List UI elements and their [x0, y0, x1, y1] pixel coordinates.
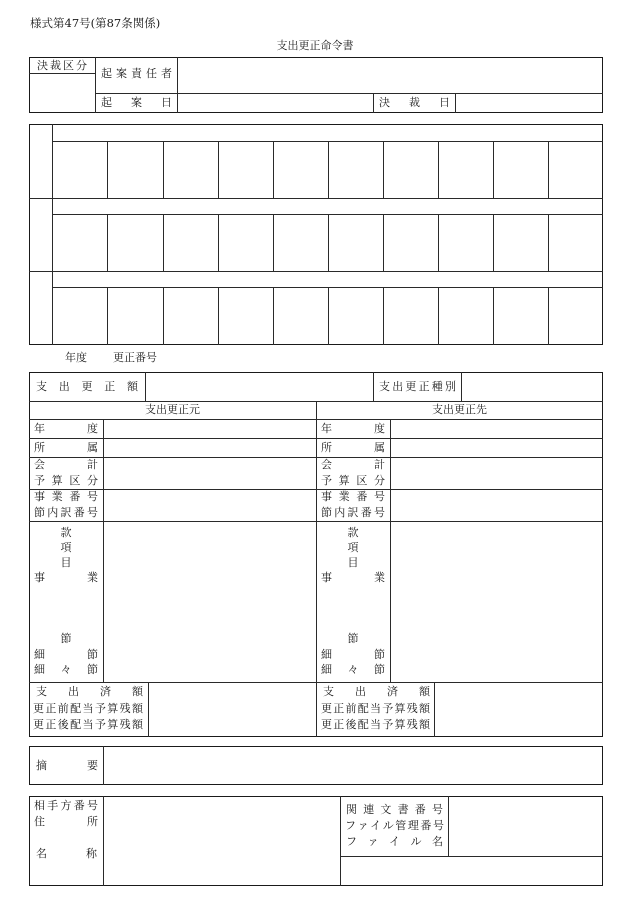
dest-remaining-after-label: 更 正 後 配 当 予 算 残 額 — [321, 718, 430, 731]
rule-line — [390, 419, 391, 682]
summary-box — [29, 746, 603, 785]
rule-line — [438, 214, 439, 271]
rule-line — [107, 141, 108, 198]
dest-project-label: 事 業 — [321, 571, 385, 584]
source-account-label: 会 計 — [34, 458, 98, 471]
rule-line — [177, 57, 178, 113]
source-sai-setsu-label: 細 節 — [34, 648, 98, 661]
rule-line — [455, 93, 456, 113]
source-section-detail-label: 節 内 訳 番 号 — [34, 506, 98, 519]
rule-line — [328, 214, 329, 271]
rule-line — [29, 521, 603, 522]
rule-line — [273, 287, 274, 345]
dest-budget-category-label: 予 算 区 分 — [321, 474, 385, 487]
dest-moku-label: 目 — [347, 556, 359, 569]
rule-line — [29, 73, 95, 74]
file-management-label: フ ァ イ ル 管 理 番 号 — [345, 819, 444, 832]
source-header: 支出更正元 — [145, 403, 200, 416]
source-setsu-label: 節 — [60, 632, 72, 645]
rule-line — [103, 746, 104, 785]
rule-line — [548, 214, 549, 271]
dest-paid-amount-label: 支 出 済 額 — [323, 685, 430, 698]
related-document-label: 関 連 文 書 番 号 — [346, 803, 443, 816]
rule-line — [29, 489, 603, 490]
source-project-number-label: 事 業 番 号 — [34, 490, 98, 503]
rule-line — [29, 271, 603, 272]
form-title: 支出更正命令書 — [276, 39, 354, 52]
reference-number-label: 更正番号 — [113, 351, 157, 364]
rule-line — [95, 57, 96, 113]
rule-line — [328, 141, 329, 198]
dest-department-label: 所 属 — [321, 441, 385, 454]
party-name-label: 名 称 — [36, 847, 97, 860]
rule-line — [52, 124, 53, 345]
rule-line — [145, 372, 146, 401]
rule-line — [103, 796, 104, 886]
rule-line — [548, 141, 549, 198]
rule-line — [163, 141, 164, 198]
dest-section-detail-label: 節 内 訳 番 号 — [321, 506, 385, 519]
approval-category-label: 決 裁 区 分 — [37, 59, 87, 72]
rule-line — [493, 287, 494, 345]
rule-line — [438, 287, 439, 345]
seal-grid-box — [29, 124, 603, 345]
source-remaining-before-label: 更 正 前 配 当 予 算 残 額 — [33, 702, 143, 715]
file-name-label: フ ァ イ ル 名 — [346, 835, 443, 848]
rule-line — [163, 287, 164, 345]
rule-line — [107, 214, 108, 271]
dest-setsu-label: 節 — [347, 632, 359, 645]
source-budget-category-label: 予 算 区 分 — [34, 474, 98, 487]
dest-sai-setsu-label: 細 節 — [321, 648, 385, 661]
summary-label: 摘 要 — [36, 759, 98, 772]
rule-line — [218, 214, 219, 271]
rule-line — [273, 141, 274, 198]
rule-line — [273, 214, 274, 271]
source-remaining-after-label: 更 正 後 配 当 予 算 残 額 — [33, 718, 143, 731]
dest-kou-label: 項 — [347, 541, 359, 554]
rule-line — [373, 372, 374, 401]
correction-type-label: 支 出 更 正 種 別 — [379, 380, 456, 393]
rule-line — [438, 141, 439, 198]
rule-line — [316, 401, 317, 737]
dest-kan-label: 款 — [347, 526, 359, 539]
rule-line — [383, 214, 384, 271]
party-number-label: 相 手 方 番 号 — [34, 799, 98, 812]
rule-line — [103, 419, 104, 682]
rule-line — [340, 856, 603, 857]
rule-line — [95, 93, 603, 94]
destination-header: 支出更正先 — [432, 403, 487, 416]
rule-line — [493, 141, 494, 198]
rule-line — [434, 682, 435, 737]
rule-line — [448, 796, 449, 856]
source-project-label: 事 業 — [34, 571, 98, 584]
correction-amount-label: 支 出 更 正 額 — [36, 380, 138, 393]
rule-line — [383, 141, 384, 198]
source-kou-label: 項 — [60, 541, 72, 554]
reference-year-label: 年度 — [65, 351, 87, 364]
approval-date-label: 決 裁 日 — [379, 96, 450, 109]
dest-year-label: 年 度 — [321, 422, 385, 435]
rule-line — [461, 372, 462, 401]
dest-project-number-label: 事 業 番 号 — [321, 490, 385, 503]
rule-line — [163, 214, 164, 271]
rule-line — [29, 198, 603, 199]
rule-line — [328, 287, 329, 345]
source-paid-amount-label: 支 出 済 額 — [36, 685, 143, 698]
source-year-label: 年 度 — [34, 422, 98, 435]
rule-line — [218, 287, 219, 345]
source-moku-label: 目 — [60, 556, 72, 569]
rule-line — [218, 141, 219, 198]
rule-line — [107, 287, 108, 345]
source-department-label: 所 属 — [34, 441, 98, 454]
dest-remaining-before-label: 更 正 前 配 当 予 算 残 額 — [321, 702, 430, 715]
rule-line — [493, 214, 494, 271]
rule-line — [373, 93, 374, 113]
source-kan-label: 款 — [60, 526, 72, 539]
dest-account-label: 会 計 — [321, 458, 385, 471]
form-number: 様式第47号(第87条関係) — [30, 16, 161, 30]
draft-date-label: 起 案 日 — [101, 96, 172, 109]
drafter-label: 起 案 責 任 者 — [101, 67, 172, 80]
rule-line — [383, 287, 384, 345]
rule-line — [340, 796, 341, 886]
rule-line — [548, 287, 549, 345]
party-address-label: 住 所 — [34, 815, 98, 828]
rule-line — [148, 682, 149, 737]
party-box — [29, 796, 603, 886]
source-saisai-setsu-label: 細 々 節 — [34, 663, 98, 676]
rule-line — [29, 438, 603, 439]
rule-line — [29, 682, 603, 683]
rule-line — [29, 457, 603, 458]
dest-saisai-setsu-label: 細 々 節 — [321, 663, 385, 676]
